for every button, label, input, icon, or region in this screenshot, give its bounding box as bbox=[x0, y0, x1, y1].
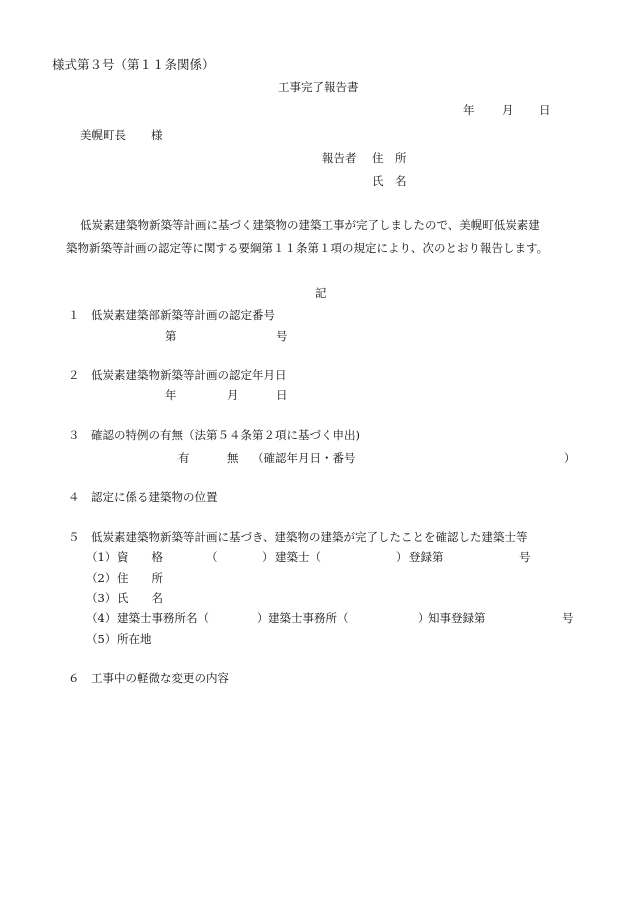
item-5-2-number: （2） bbox=[86, 571, 117, 585]
item-5-1-kenchikushi: 建築士（ bbox=[275, 550, 321, 564]
reporter-name-label: 氏 名 bbox=[372, 174, 407, 188]
body-text-line-2: 築物新築等計画の認定等に関する要綱第１１条第１項の規定により、次のとおり報告します。 bbox=[66, 241, 549, 255]
item-5-4-label: 建築士事務所名（ bbox=[117, 611, 209, 625]
item-1-label: 低炭素建築部新築等計画の認定番号 bbox=[91, 308, 275, 322]
item-3-detail-open: （確認年月日・番号 bbox=[252, 451, 356, 465]
item-2-number: ２ bbox=[68, 368, 80, 382]
item-3-no: 無 bbox=[227, 451, 239, 465]
item-5-4-close: ） bbox=[257, 611, 269, 625]
item-4-label: 認定に係る建築物の位置 bbox=[91, 490, 218, 504]
item-5-4-number: （4） bbox=[86, 611, 117, 625]
reporter-label: 報告者 bbox=[322, 151, 357, 165]
item-2-label: 低炭素建築物新築等計画の認定年月日 bbox=[91, 368, 287, 382]
date-year-label: 年 bbox=[463, 103, 475, 117]
date-day-label: 日 bbox=[539, 103, 551, 117]
addressee-honorific: 様 bbox=[151, 128, 163, 142]
item-5-4-chiji: 知事登録第 bbox=[428, 611, 486, 625]
item-5-4-close-2: ） bbox=[418, 611, 430, 625]
item-5-1-number: （1） bbox=[86, 550, 117, 564]
item-2-year: 年 bbox=[165, 388, 177, 402]
item-5-5-label: 所在地 bbox=[117, 632, 152, 646]
item-5-5-number: （5） bbox=[86, 632, 117, 646]
item-1-go: 号 bbox=[276, 329, 288, 343]
item-2-month: 月 bbox=[227, 388, 239, 402]
item-5-1-go: 号 bbox=[519, 550, 531, 564]
item-2-day: 日 bbox=[276, 388, 288, 402]
item-5-1-label: 資 格 bbox=[117, 550, 163, 564]
item-6-label: 工事中の軽微な変更の内容 bbox=[91, 671, 229, 685]
item-1-number: １ bbox=[68, 308, 80, 322]
item-5-3-label: 氏 名 bbox=[117, 591, 163, 605]
ki-heading: 記 bbox=[315, 286, 327, 300]
item-3-detail-close: ） bbox=[564, 451, 576, 465]
item-3-yes: 有 bbox=[178, 451, 190, 465]
item-5-3-number: （3） bbox=[86, 591, 117, 605]
item-5-1-paren-close-2: ） bbox=[396, 550, 408, 564]
document-title: 工事完了報告書 bbox=[278, 80, 359, 94]
form-number: 様式第３号（第１１条関係） bbox=[52, 57, 215, 72]
item-3-label: 確認の特例の有無（法第５４条第２項に基づく申出) bbox=[91, 428, 360, 442]
date-month-label: 月 bbox=[502, 103, 514, 117]
item-5-4-go: 号 bbox=[562, 611, 574, 625]
reporter-address-label: 住 所 bbox=[372, 151, 407, 165]
item-3-number: ３ bbox=[68, 428, 80, 442]
item-5-number: ５ bbox=[68, 530, 80, 544]
item-5-2-label: 住 所 bbox=[117, 571, 163, 585]
item-5-1-toroku: 登録第 bbox=[409, 550, 444, 564]
item-1-dai: 第 bbox=[165, 329, 177, 343]
item-6-number: ６ bbox=[68, 671, 80, 685]
item-5-4-office: 建築士事務所（ bbox=[268, 611, 349, 625]
body-text-line-1: 低炭素建築物新築等計画に基づく建築物の建築工事が完了しましたので、美幌町低炭素建 bbox=[80, 218, 540, 232]
item-5-1-paren-open: （ bbox=[206, 550, 218, 564]
addressee-name: 美幌町長 bbox=[80, 128, 126, 142]
item-5-label: 低炭素建築物新築等計画に基づき、建築物の建築が完了したことを確認した建築士等 bbox=[91, 530, 528, 544]
item-4-number: ４ bbox=[68, 490, 80, 504]
item-5-1-paren-close: ） bbox=[262, 550, 274, 564]
